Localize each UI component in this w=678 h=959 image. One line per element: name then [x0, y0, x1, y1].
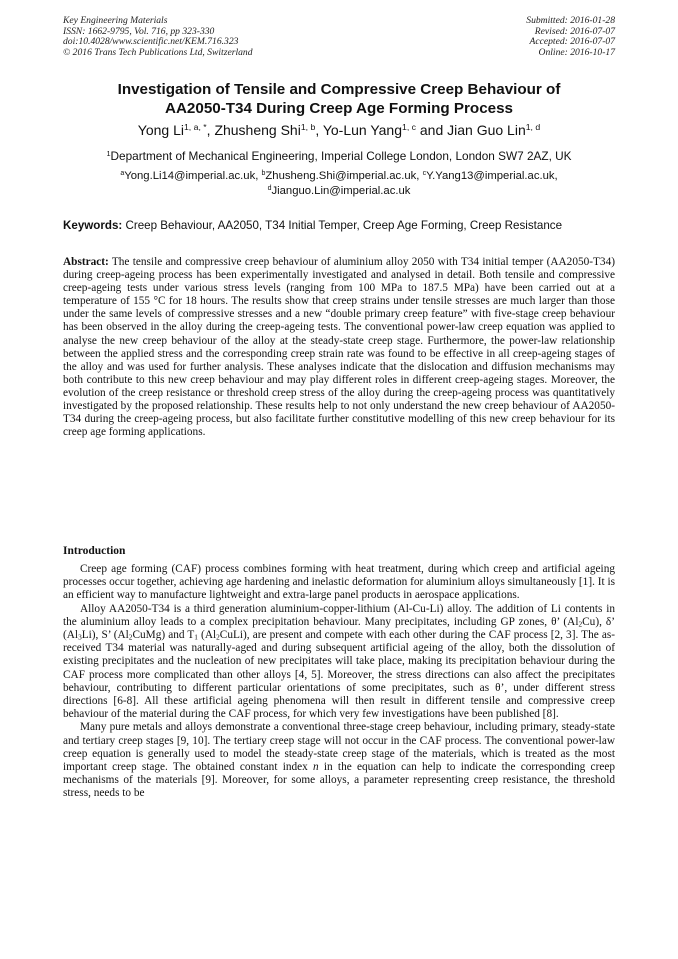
keywords-label: Keywords: — [63, 219, 123, 232]
journal-issn: ISSN: 1662-9795, Vol. 716, pp 323-330 — [63, 25, 215, 37]
author-affiliation-mark: 1, b — [300, 122, 316, 133]
section-heading: Introduction — [63, 545, 126, 557]
keywords-text: Creep Behaviour, AA2050, T34 Initial Temper, Creep Age Forming, Creep Resistance — [122, 219, 563, 232]
email-link[interactable]: Yong.Li14@imperial.ac.uk, — [124, 170, 262, 182]
title-line-1: Investigation of Tensile and Compressive Creep Behaviour of — [117, 81, 561, 98]
paper-title — [40, 80, 638, 118]
email-link[interactable]: Jianguo.Lin@imperial.ac.uk — [271, 185, 411, 197]
author-separator: , — [206, 122, 215, 138]
author-separator: and — [415, 122, 448, 138]
date-online: Online: 2016-10-17 — [538, 46, 615, 58]
date-submitted: Submitted: 2016-01-28 — [526, 15, 615, 26]
author-name: Yo-Lun Yang — [322, 122, 402, 138]
journal-copyright: © 2016 Trans Tech Publications Ltd, Switzerland — [63, 46, 253, 58]
paragraph: Alloy AA2050-T34 is a third generation aluminium-copper-lithium (Al-Cu-Li) alloy. The addition of Li contents in the aluminium alloy leads to a complex precipitation behaviour. Many precipitates, including GP zones, θ’ $(Al_2Cu)$, δ’ $(Al_3Li)$, S’ $(Al_2CuMg)$ and $T_1$ $(Al_2CuLi)$, are present and compete with each other during the CAF process [2, 3]. The as-received T34 material was naturally-aged and during subsequent artificial ageing of the alloy, both the dissolution of existing precipitates and the nucleation of new precipitates will take place, making its precipitation behaviour during the CAF process more complicated than other alloys [4, 5]. Moreover, the stress directions can also affect the precipitates behaviour, contributing to different particular orientations of some precipitates, such as θ’, under different stress directions [6-8]. All these artificial ageing phenomena will then result in different tensile and compressive creep behaviour of the material during the CAF process, for which very few investigations have been published [8]. — [63, 602, 615, 721]
author-name: Yong Li — [137, 122, 184, 138]
author-separator: , — [315, 122, 323, 138]
author-name: Zhusheng Shi — [214, 122, 301, 138]
author-list — [40, 121, 638, 139]
author-name: Jian Guo Lin — [447, 122, 526, 138]
date-revised: Revised: 2016-07-07 — [534, 25, 615, 37]
journal-info — [63, 16, 253, 58]
abstract-label: Abstract: — [63, 256, 109, 268]
author-affiliation-mark: 1, d — [525, 122, 541, 133]
date-accepted: Accepted: 2016-07-07 — [529, 36, 615, 48]
author-emails — [40, 169, 638, 199]
author-affiliation-mark: 1, c — [402, 122, 416, 133]
paragraph: Many pure metals and alloys demonstrate a conventional three-stage creep behaviour, including primary, steady-state and tertiary creep stages [9, 10]. The tertiary creep stage will not occur in the CAF process. The conventional power-law creep equation is generally used to model the steady-state creep stage of the materials, which is treated as the most important creep stage. The obtained constant index n in the equation can help to indicate the corresponding creep mechanisms of the materials [9]. Moreover, for some alloys, a parameter representing creep resistance, the threshold stress, needs to be — [63, 721, 616, 800]
email-line-1: $^a$Yong.Li14@imperial.ac.uk, $^b$Zhusheng.Shi@imperial.ac.uk, $^c$Y.Yang13@imperial.ac.uk, — [120, 170, 558, 182]
journal-doi[interactable]: doi:10.4028/www.scientific.net/KEM.716.323 — [63, 36, 239, 48]
keywords — [63, 218, 623, 233]
abstract-text: The tensile and compressive creep behaviour of aluminium alloy 2050 with T34 initial temper (AA2050-T34) during creep-ageing process has been experimentally investigated and analysed in detail. Both tensile and compressive creep-ageing tests under various stress levels (ranging from 100 MPa to 187.5 MPa) have been carried out at a temperature of 155 °C for 18 hours. The results show that creep strains under tensile stresses are much larger than those under the same levels of compressive stresses and a new “double primary creep feature” with five-stage creep behaviour has been observed in the alloy during the creep-ageing tests. The conventional power-law creep equation was applied to analyse the new creep behaviour of the alloy at the steady-state creep stage. Furthermore, the power-law relationship between the applied stress and the corresponding creep strain rate was found to be effective in all creep-ageing stages of the alloy and was used for further analysis. These analyses indicate that the dislocation and diffusion mechanisms may both contribute to this new creep behaviour and may play different roles in different creep-ageing stages. Moreover, the evolution of the creep resistance or threshold creep stress of the alloy during the creep-ageing process was quantitatively investigated by the proposed relationship. These results help to not only understand the new creep behaviour of AA2050-T34 during the creep-ageing process, but also facilitate further constitutive modelling of this new creep behaviour for its creep age forming applications. — [63, 256, 615, 439]
introduction-body — [63, 563, 615, 801]
email-link[interactable]: Y.Yang13@imperial.ac.uk, — [426, 170, 558, 182]
journal-name: Key Engineering Materials — [63, 15, 168, 26]
author-affiliation-mark: 1, a, * — [183, 122, 207, 133]
email-link[interactable]: Zhusheng.Shi@imperial.ac.uk, — [265, 170, 423, 182]
title-line-2: AA2050-T34 During Creep Age Forming Process — [165, 100, 513, 117]
affiliation: $^1$Department of Mechanical Engineering, Imperial College London, London SW7 2AZ, UK — [106, 148, 572, 163]
publication-dates — [526, 16, 615, 58]
paragraph: Creep age forming (CAF) process combines forming with heat treatment, during which creep and artificial ageing processes occur together, achieving age hardening and inelastic deformation for aluminium alloys simultaneously [1]. It is an efficient way to manufacture lightweight and extra-large panel products in aerospace applications. — [63, 563, 615, 602]
abstract — [63, 256, 615, 439]
email-line-2: $^d$Jianguo.Lin@imperial.ac.uk — [267, 185, 411, 197]
